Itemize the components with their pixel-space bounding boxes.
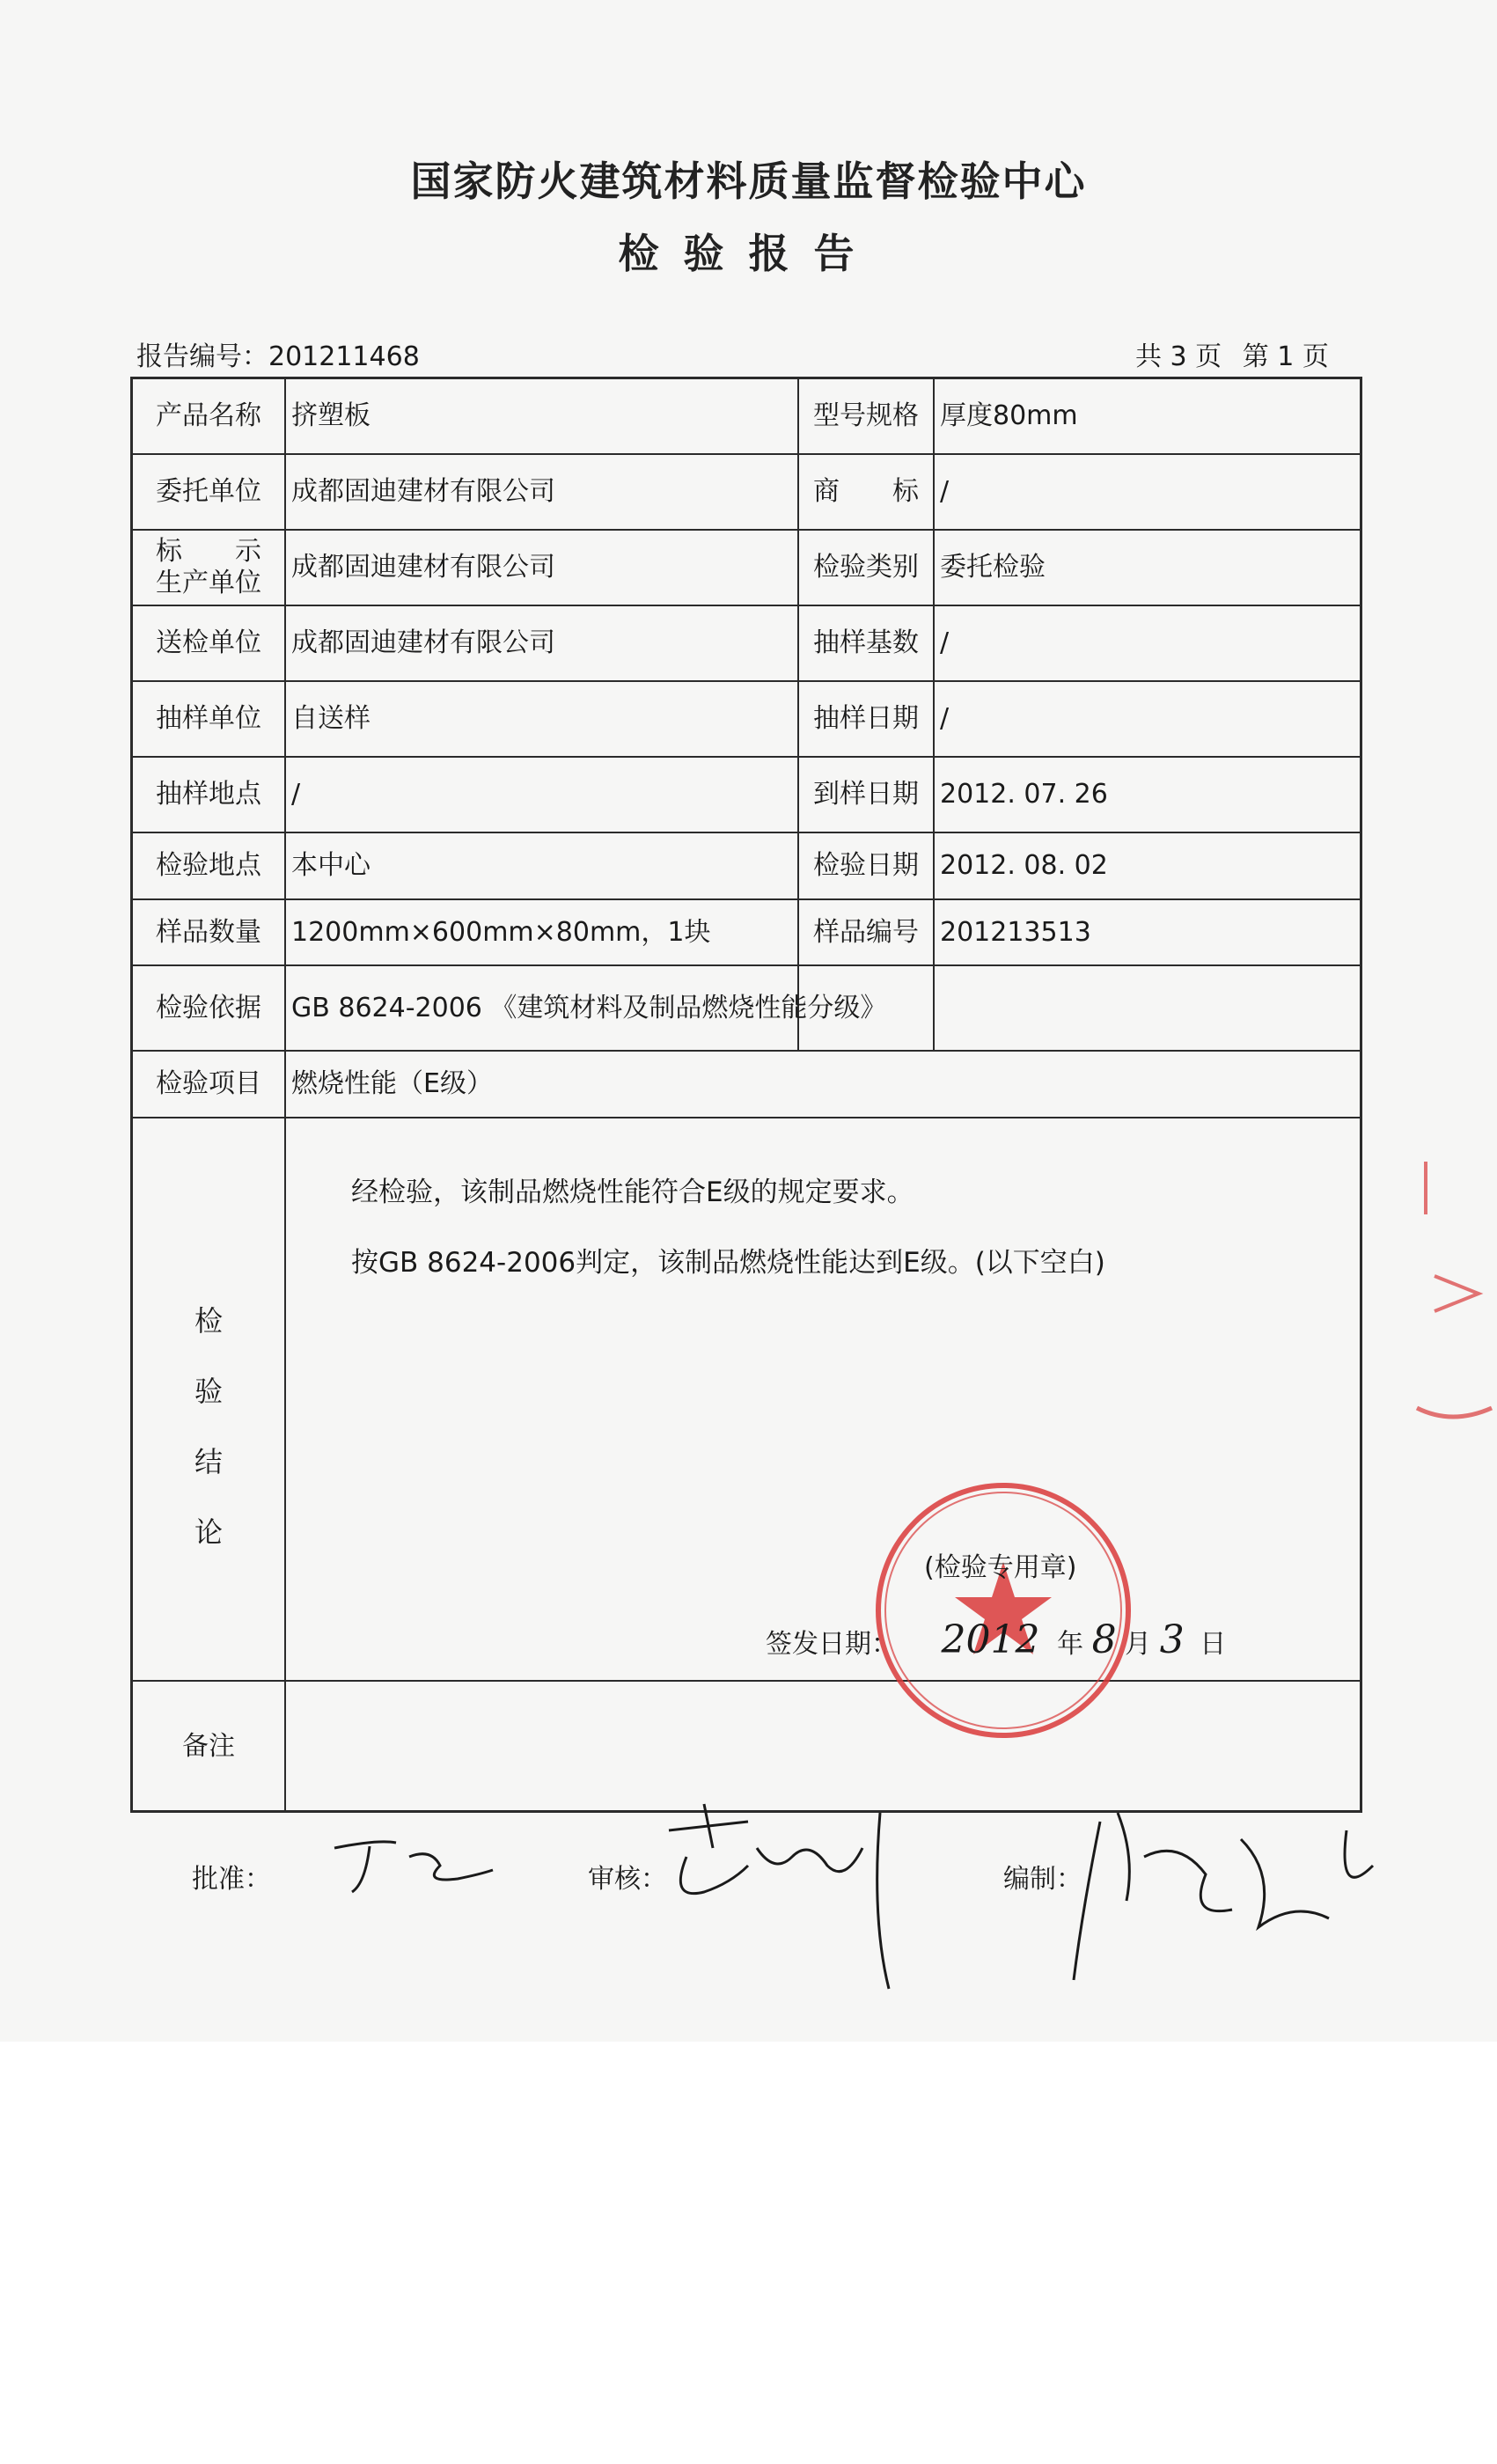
sampling-date-value: / xyxy=(940,703,950,734)
conclusion-line-2: 按GB 8624-2006判定，该制品燃烧性能达到E级。(以下空白) xyxy=(351,1247,1105,1279)
doc-title: 检验报告 xyxy=(618,230,879,277)
issue-day: 3 xyxy=(1159,1617,1185,1662)
inspection-seal xyxy=(871,1478,1135,1742)
issue-date xyxy=(766,1617,1226,1662)
report-number: 报告编号：201211468 xyxy=(136,341,420,372)
sampling-unit-value: 自送样 xyxy=(291,703,371,734)
approve-label: 批准： xyxy=(192,1864,271,1895)
model-label: 型号规格 xyxy=(813,400,919,431)
sample-no-label: 样品编号 xyxy=(813,916,919,948)
compile-label: 编制： xyxy=(1003,1864,1082,1895)
manufacturer-value: 成都固迪建材有限公司 xyxy=(291,552,555,583)
client-value: 成都固迪建材有限公司 xyxy=(291,476,555,507)
arrival-date-value: 2012. 07. 26 xyxy=(940,779,1108,810)
issue-date-label: 签发日期： xyxy=(766,1629,898,1660)
report-table xyxy=(130,377,1362,1813)
inspection-type-value: 委托检验 xyxy=(940,552,1046,583)
page-total: 共 3 页 xyxy=(1135,341,1222,372)
seal-caption: (检验专用章) xyxy=(924,1552,1077,1583)
inspection-date-value: 2012. 08. 02 xyxy=(940,850,1108,881)
conclusion-label-char: 论 xyxy=(194,1515,223,1549)
conclusion-label-char: 验 xyxy=(194,1375,223,1408)
issue-year: 2012 xyxy=(941,1617,1040,1662)
issue-year-unit: 年 xyxy=(1057,1629,1084,1660)
sample-qty-label: 样品数量 xyxy=(156,916,261,948)
conclusion-line-1: 经检验，该制品燃烧性能符合E级的规定要求。 xyxy=(351,1177,914,1208)
item-label: 检验项目 xyxy=(156,1068,261,1099)
sampling-date-label: 抽样日期 xyxy=(813,703,919,734)
sampling-base-value: / xyxy=(940,627,950,658)
row-divider xyxy=(133,1680,1360,1682)
product-name-value: 挤塑板 xyxy=(291,400,371,431)
inspection-type-label: 检验类别 xyxy=(813,552,919,583)
manufacturer-label xyxy=(133,531,284,605)
sampling-unit-label: 抽样单位 xyxy=(156,703,261,734)
sample-qty-value: 1200mm×600mm×80mm，1块 xyxy=(291,916,711,948)
manufacturer-label-bottom: 生产单位 xyxy=(156,568,261,598)
basis-value: GB 8624-2006 《建筑材料及制品燃烧性能分级》 xyxy=(291,992,887,1023)
conclusion-label xyxy=(173,1286,244,1567)
remark-label: 备注 xyxy=(182,1731,235,1762)
sampling-place-label: 抽样地点 xyxy=(156,779,261,810)
arrival-date-label: 到样日期 xyxy=(813,779,919,810)
basis-label: 检验依据 xyxy=(156,992,261,1023)
product-name-label: 产品名称 xyxy=(156,400,261,431)
row-divider xyxy=(133,1117,1360,1118)
sender-label: 送检单位 xyxy=(156,627,261,658)
conclusion-label-char: 检 xyxy=(194,1304,223,1338)
page-current: 第 1 页 xyxy=(1242,341,1329,372)
sampling-place-value: / xyxy=(291,779,301,810)
sender-value: 成都固迪建材有限公司 xyxy=(291,627,555,658)
side-seal-fragment xyxy=(1408,1144,1496,1443)
reviewer-signature xyxy=(651,1795,942,1998)
sample-no-value: 201213513 xyxy=(940,916,1091,948)
model-value: 厚度80mm xyxy=(940,400,1078,431)
org-title: 国家防火建筑材料质量监督检验中心 xyxy=(410,158,1087,205)
manufacturer-label-top: 标 示 xyxy=(156,536,261,567)
inspection-place-label: 检验地点 xyxy=(156,850,261,881)
item-value: 燃烧性能（E级） xyxy=(291,1068,493,1099)
issue-month-unit: 月 xyxy=(1125,1629,1152,1660)
inspection-date-label: 检验日期 xyxy=(813,850,919,881)
inspection-place-value: 本中心 xyxy=(291,850,371,881)
trademark-value: / xyxy=(940,476,950,507)
trademark-label: 商 标 xyxy=(813,476,919,507)
sampling-base-label: 抽样基数 xyxy=(813,627,919,658)
page-info xyxy=(1135,334,1341,373)
client-label: 委托单位 xyxy=(156,476,261,507)
approver-signature xyxy=(326,1830,502,1910)
issue-day-unit: 日 xyxy=(1200,1629,1227,1660)
issue-month: 8 xyxy=(1091,1617,1117,1662)
review-label: 审核： xyxy=(588,1864,667,1895)
conclusion-label-char: 结 xyxy=(194,1445,223,1478)
compiler-signature xyxy=(1065,1804,1382,1989)
